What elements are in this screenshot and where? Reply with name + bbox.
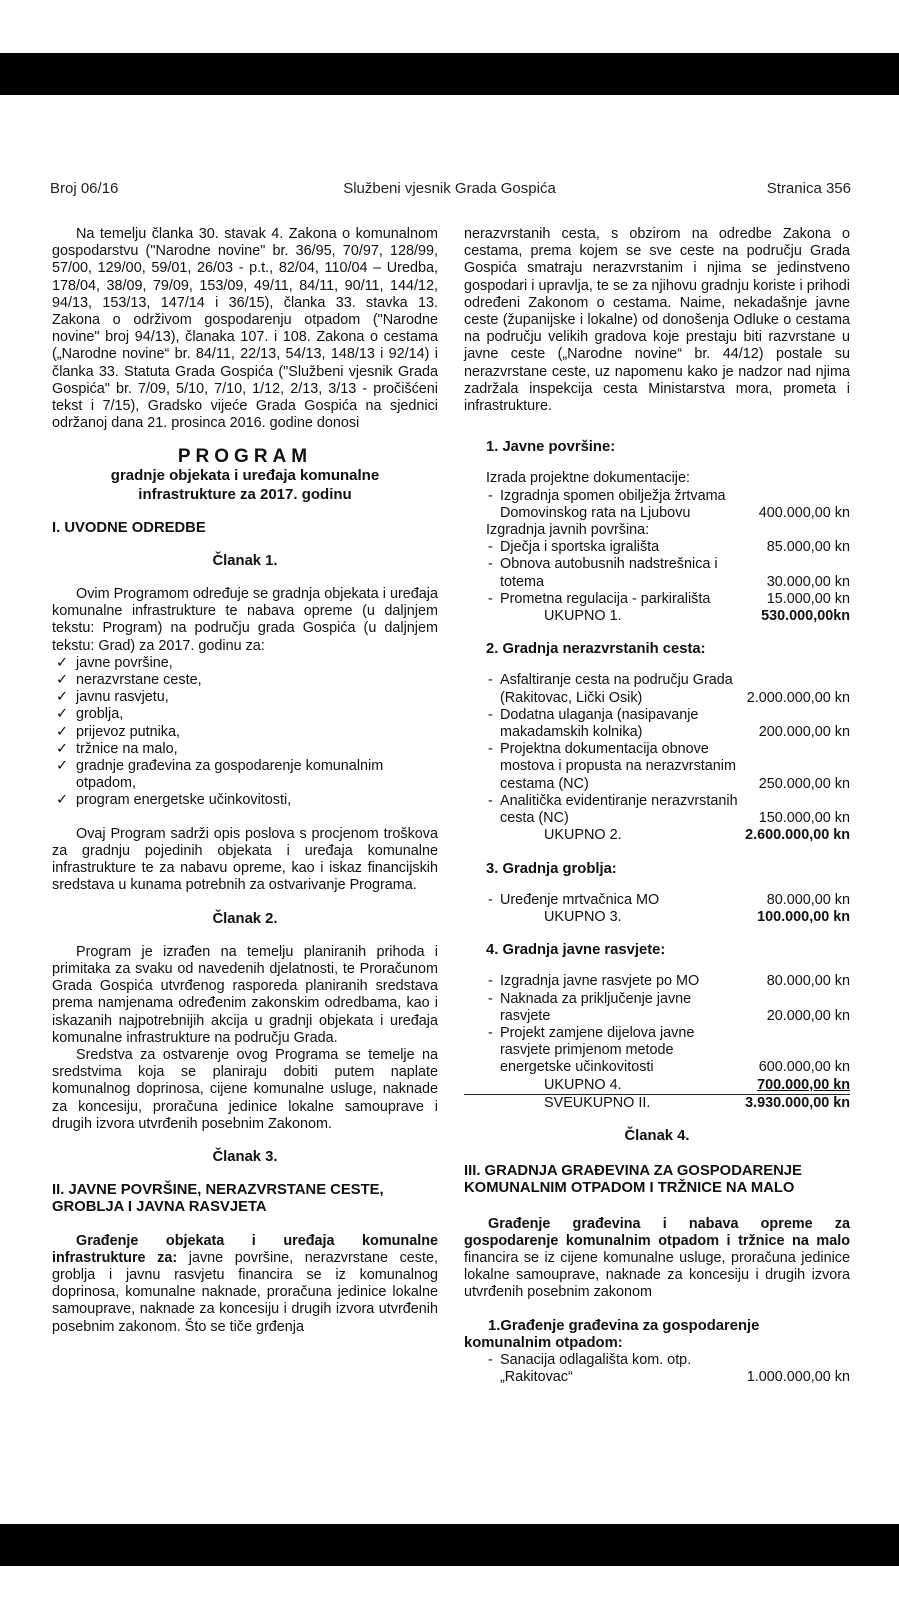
program-subtitle-1: gradnje objekata i uređaja komunalne — [110, 466, 380, 484]
grand-total-row: SVEUKUPNO II. 3.930.000,00 kn — [544, 1094, 850, 1111]
table-row: - Uređenje mrtvačnica MO 80.000,00 kn — [486, 892, 850, 909]
article-4-text — [464, 1216, 850, 1302]
article-3-body: javne površine, nerazvrstane ceste, groblja i javnu rasvjetu financira se iz komunalnog doprinosa, komunalne naknade, proračuna jedinice lokalne samouprave, naknade za koncesiju i drugih izvora utvrđenih posebnim zakonom. Što se tiče grđenja — [52, 1249, 438, 1335]
section-heading-2: II. JAVNE POVRŠINE, NERAZVRSTANE CESTE, GROBLJA I JAVNA RASVJETA — [52, 1182, 384, 1216]
checkmark-icon: ✓ — [56, 723, 69, 740]
table-row: - Dodatna ulaganja (nasipavanje makadamskih kolnika) 200.000,00 kn — [486, 707, 850, 741]
article-2-heading: Članak 2. — [212, 910, 278, 927]
section-1-subheading-1: Izrada projektne dokumentacije: — [486, 470, 690, 487]
article-4-heading: Članak 4. — [624, 1127, 690, 1144]
section-heading-3: III. GRADNJA GRAĐEVINA ZA GOSPODARENJE KOMUNALNIM OTPADOM I TRŽNICE NA MALO — [464, 1163, 802, 1197]
checklist-item: ✓ groblja, — [56, 706, 124, 723]
right-column — [464, 226, 850, 1386]
checkmark-icon: ✓ — [56, 792, 69, 809]
section-5-heading: 1.Građenje građevina za gospodarenje komunalnim otpadom: — [464, 1317, 760, 1351]
section-heading-1: I. UVODNE ODREDBE — [52, 519, 206, 536]
checklist-item: ✓ tržnice na malo, — [56, 740, 178, 757]
publication-title: Službeni vjesnik Grada Gospića — [343, 180, 556, 197]
article-2-text-1: Program je izrađen na temelju planiranih prihoda i primitaka za svaku od navedenih djelatnosti, te Proračunom Grada Gospića utvrđenog rasporeda planiranih sredstava prema namjenama određenim zakonskim odredbama, kao i iskazanih najpotrebnijih akcija u gradnji objekata i uređaja komunalne infrastrukture na području Grada. — [52, 943, 438, 1046]
subtotal-row: UKUPNO 3. 100.000,00 kn — [544, 908, 850, 925]
article-3-heading: Članak 3. — [212, 1148, 278, 1165]
checkmark-icon: ✓ — [56, 654, 69, 671]
table-row: - Asfaltiranje cesta na području Grada (Rakitovac, Lički Osik) 2.000.000,00 kn — [486, 672, 850, 706]
subtotal-row: UKUPNO 4. 700.000,00 kn — [544, 1076, 850, 1093]
top-black-bar — [0, 53, 899, 95]
table-row: - Obnova autobusnih nadstrešnica i totema 30.000,00 kn — [486, 556, 850, 590]
subtotal-row: UKUPNO 1. 530.000,00kn — [544, 608, 850, 625]
checklist-item: ✓ nerazvrstane ceste, — [56, 672, 202, 689]
grand-total-table — [464, 1095, 850, 1112]
table-row: - Projekt zamjene dijelova javne rasvjete primjenom metode energetske učinkovitosti 600.000,00 kn — [486, 1025, 850, 1077]
article-4-bold-lead: Građenje građevina i nabava opreme za gospodarenje komunalnim otpadom i tržnice na malo — [464, 1215, 850, 1249]
checklist-item: ✓ prijevoz putnika, — [56, 723, 180, 740]
table-row: - Izgradnja spomen obilježja žrtvama Domovinskog rata na Ljubovu 400.000,00 kn — [486, 488, 850, 522]
issue-number: Broj 06/16 — [50, 180, 119, 197]
section-2-heading: 2. Gradnja nerazvrstanih cesta: — [486, 641, 706, 658]
checkmark-icon: ✓ — [56, 740, 69, 757]
section-4-table — [464, 973, 850, 1093]
checkmark-icon: ✓ — [56, 706, 69, 723]
article-1-text-2: Ovaj Program sadrži opis poslova s procjenom troškova za gradnju pojedinih objekata i uređaja komunalne infrastrukture te za nabavu opreme, kao i iskaz financijskih sredstava u kunama potrebnih za ostvarivanje Programa. — [52, 825, 438, 894]
checkmark-icon: ✓ — [56, 758, 69, 775]
table-row: - Sanacija odlagališta kom. otp. „Rakitovac“ 1.000.000,00 kn — [486, 1352, 850, 1386]
section-3-heading: 3. Gradnja groblja: — [486, 860, 617, 877]
article-4-body: financira se iz cijene komunalne usluge, proračuna jedinice lokalne samouprave, naknade za koncesiju i drugih izvora utvrđenih posebnim zakonom — [464, 1249, 850, 1301]
left-column — [52, 226, 438, 1336]
table-row: - Projektna dokumentacija obnove mostova i propusta na nerazvrstanim cestama (NC) 250.000,00 kn — [486, 741, 850, 793]
section-1-heading: 1. Javne površine: — [486, 439, 616, 456]
section-1-table — [464, 488, 850, 626]
article-3-text — [52, 1233, 438, 1336]
table-row: - Dječja i sportska igrališta 85.000,00 kn — [486, 539, 850, 556]
table-row: - Izgradnja javne rasvjete po MO 80.000,00 kn — [486, 973, 850, 990]
checklist-item: ✓ program energetske učinkovitosti, — [56, 792, 292, 809]
program-subtitle-2: infrastrukture za 2017. godinu — [138, 485, 352, 503]
checkmark-icon: ✓ — [56, 672, 69, 689]
checklist-item: ✓ javnu rasvjetu, — [56, 689, 169, 706]
continuation-paragraph: nerazvrstanih cesta, s obzirom na odredbe Zakona o cestama, prema kojem se sve ceste na području Grada Gospića smatraju nerazvrstanim i njima se jedinstveno gospodari i upravlja, te se za njihovu gradnju koriste i prihodi određeni Zakonom o cestama. Naime, nekadašnje javne ceste (županijske i lokalne) od donošenja Odluke o cestama na području velikih gradova koje prestaju biti razvrstane u javne ceste („Narodne novine“ br. 44/12) postale su nerazvrstane ceste, uz napomenu kako je nadzor nad njima zadržala inspekcija cesta Ministarstva mora, prometa i infrastrukture. — [464, 226, 850, 415]
intro-paragraph: Na temelju članka 30. stavak 4. Zakona o komunalnom gospodarstvu ("Narodne novine" br. 36/95, 70/97, 128/99, 57/00, 129/00, 59/01, 26/03 - p.t., 82/04, 110/04 – Uredba, 178/04, 38/09, 79/09, 153/09, 49/11, 84/11, 90/11, 144/12, 94/13, 153/13, 147/14 i 36/15), članka 33. stavka 13. Zakona o održivom gospodarenju otpadom ("Narodne novine" broj 94/13), članaka 107. i 108. Zakona o cestama („Narodne novine“ br. 84/11, 22/13, 54/13, 148/13 i 92/14) i članka 33. Statuta Grada Gospića ("Službeni vjesnik Grada Gospića" br. 7/09, 5/10, 7/10, 1/12, 2/13, 3/13 - pročišćeni tekst i 7/15), Gradsko vijeće Grada Gospića na sjednici održanoj dana 21. prosinca 2016. godine donosi — [52, 226, 438, 432]
article-1-heading: Članak 1. — [212, 552, 278, 569]
checklist-item: ✓ javne površine, — [56, 654, 173, 671]
checkmark-icon: ✓ — [56, 689, 69, 706]
scope-checklist — [52, 655, 438, 810]
section-4-heading: 4. Gradnja javne rasvjete: — [486, 942, 666, 959]
table-row: - Analitička evidentiranje nerazvrstanih cesta (NC) 150.000,00 kn — [486, 793, 850, 827]
page-number: Stranica 356 — [766, 180, 851, 197]
section-5-table — [464, 1352, 850, 1386]
section-2-table — [464, 672, 850, 844]
subtotal-row: UKUPNO 2. 2.600.000,00 kn — [544, 827, 850, 844]
table-row: - Naknada za priključenje javne rasvjete 20.000,00 kn — [486, 991, 850, 1025]
article-2-text-2: Sredstva za ostvarenje ovog Programa se temelje na sredstvima koja se planiraju dobiti putem naplate komunalnog doprinosa, cijene komunalne usluge, naknade za koncesiju, proračuna jedinice lokalne samouprave i drugih izvora utvrđenih posebnim Zakonom. — [52, 1046, 438, 1132]
section-1-subheading-2: Izgradnja javnih površina: — [486, 522, 650, 539]
checklist-item: ✓ gradnje građevina za gospodarenje komunalnim otpadom, — [56, 758, 384, 792]
program-title: PROGRAM — [177, 446, 313, 468]
table-row: - Prometna regulacija - parkirališta 15.000,00 kn — [486, 591, 850, 608]
article-3-bold-lead: Građenje objekata i uređaja komunalne infrastrukture za: — [52, 1232, 438, 1266]
article-1-text: Ovim Programom određuje se gradnja objekata i uređaja komunalne infrastrukture te nabava opreme (u daljnjem tekstu: Program) na području grada Gospića (u daljnjem tekstu: Grad) za 2017. godinu za: — [52, 586, 438, 654]
bottom-black-bar — [0, 1524, 899, 1566]
section-3-table — [464, 892, 850, 926]
